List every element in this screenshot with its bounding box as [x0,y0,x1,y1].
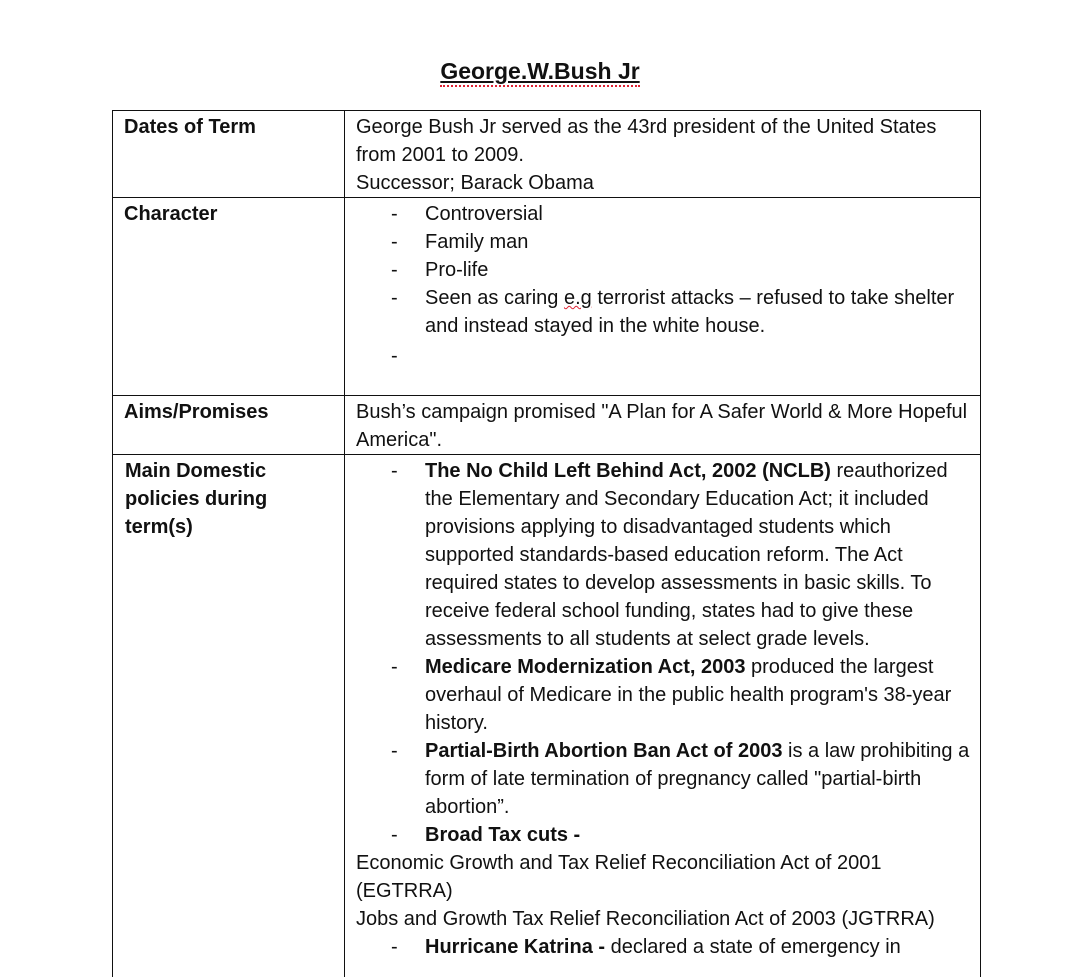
list-item: - [356,342,972,370]
row-label-aims: Aims/Promises [113,396,345,455]
row-content-aims: Bush’s campaign promised "A Plan for A Safer World & More Hopeful America". [345,396,981,455]
list-item: - The No Child Left Behind Act, 2002 (NCLB) reauthorized the Elementary and Secondary Education Act; it included provisions applying to disadvantaged students which supported standards-based education reform. The Act required states to develop assessments in basic skills. To receive federal school funding, states had to give these assessments to all students at select grade levels. [356,457,972,653]
document-title [0,58,1080,85]
list-item: - Pro-life [356,256,972,284]
list-item: - Controversial [356,200,972,228]
plain-line: Jobs and Growth Tax Relief Reconciliation Act of 2003 (JGTRRA) [356,905,972,933]
row-label-domestic: Main Domestic policies during term(s) [113,455,345,977]
table-row-character [113,198,981,396]
list-item: - Medicare Modernization Act, 2003 produced the largest overhaul of Medicare in the public health program's 38-year history. [356,653,972,737]
list-item: - Family man [356,228,972,256]
domestic-list-continued [356,933,972,961]
plain-line: Economic Growth and Tax Relief Reconciliation Act of 2001 (EGTRRA) [356,849,972,905]
spellcheck-underline: e.g [564,287,592,309]
row-label-dates: Dates of Term [113,111,345,198]
list-item: - Broad Tax cuts - [356,821,972,849]
document-title-text: George.W.Bush Jr [440,58,639,87]
table-row-aims [113,396,981,455]
successor-text: Successor; Barack Obama [356,169,972,197]
summary-table [112,110,981,977]
row-content-domestic [345,455,981,977]
row-content-dates [345,111,981,198]
list-item: - Hurricane Katrina - declared a state of emergency in [356,933,972,961]
table-row-domestic [113,455,981,977]
domestic-list [356,457,972,849]
row-content-character [345,198,981,396]
dates-text: George Bush Jr served as the 43rd president of the United States from 2001 to 2009. [356,113,972,169]
character-list [356,200,972,370]
list-item: - Seen as caring e.g terrorist attacks – refused to take shelter and instead stayed in the white house. [356,284,972,340]
table-row-dates [113,111,981,198]
list-item: - Partial-Birth Abortion Ban Act of 2003 is a law prohibiting a form of late termination of pregnancy called "partial-birth abortion”. [356,737,972,821]
row-label-character: Character [113,198,345,396]
